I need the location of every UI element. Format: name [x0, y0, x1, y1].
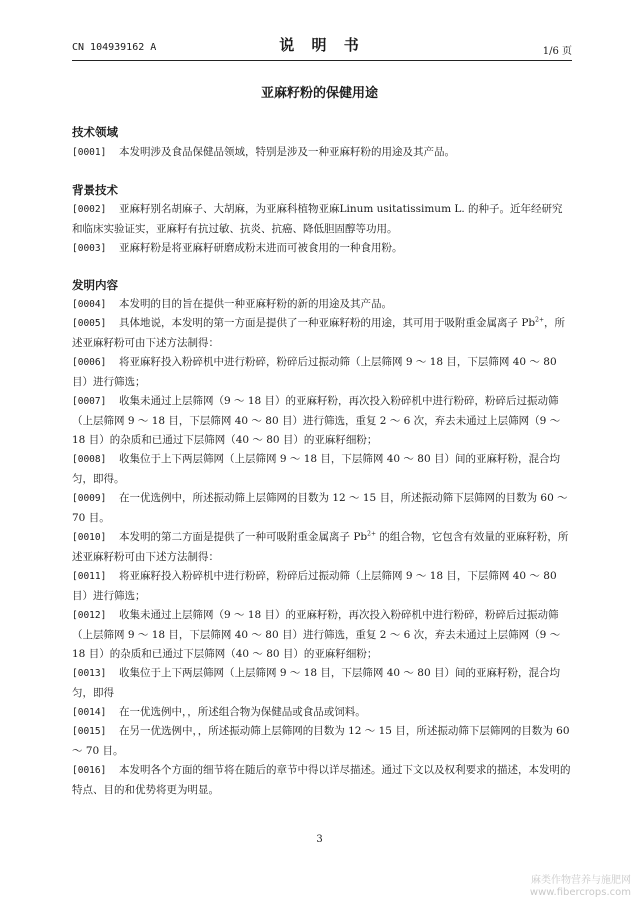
paragraph-number: [0007]	[72, 396, 107, 407]
watermark	[530, 875, 631, 899]
paragraph-0011	[72, 567, 572, 606]
paragraph-number: [0016]	[72, 765, 107, 776]
paragraph-0016	[72, 761, 572, 800]
page-header	[72, 30, 572, 61]
paragraph-text: 在一优选例中，，所述组合物为保健品或食品或饲料。	[119, 706, 366, 718]
paragraph-text: 收集未通过上层筛网（9 ～ 18 目）的亚麻籽粉，再次投入粉碎机中进行粉碎，粉碎后过振动筛（上层筛网 9 ～ 18 目，下层筛网 40 ～ 80 目）进行筛选，重复 2 ～ 6 次，弃去未通过上层筛网（9 ～ 18 目）的杂质和已通过下层筛网（40 ～ 80 目）的亚麻籽细粉；	[72, 395, 561, 446]
paragraph-number: [0004]	[72, 299, 107, 310]
paragraph-0015	[72, 722, 572, 761]
paragraph-text: 收集未通过上层筛网（9 ～ 18 目）的亚麻籽粉，再次投入粉碎机中进行粉碎，粉碎后过振动筛（上层筛网 9 ～ 18 目，下层筛网 40 ～ 80 目）进行筛选，重复 2 ～ 6 次，弃去未通过上层筛网（9 ～ 18 目）的杂质和已通过下层筛网（40 ～ 80 目）的亚麻籽细粉；	[72, 609, 561, 660]
paragraph-number: [0009]	[72, 493, 107, 504]
paragraph-text: 将亚麻籽投入粉碎机中进行粉碎，粉碎后过振动筛（上层筛网 9 ～ 18 目，下层筛网 40 ～ 80 目）进行筛选；	[72, 356, 557, 388]
paragraph-text: 亚麻籽粉是将亚麻籽研磨成粉末进而可被食用的一种食用粉。	[119, 242, 403, 254]
paragraph-number: [0005]	[72, 318, 107, 329]
paragraph-0005	[72, 314, 572, 353]
paragraph-number: [0014]	[72, 707, 107, 718]
paragraph-0003	[72, 239, 572, 259]
paragraph-number: [0003]	[72, 243, 107, 254]
paragraph-0006	[72, 353, 572, 392]
paragraph-text: 本发明涉及食品保健品领域，特别是涉及一种亚麻籽粉的用途及其产品。	[119, 146, 455, 158]
section-heading-background: 背景技术	[72, 183, 118, 197]
paragraph-text: 具体地说，本发明的第一方面是提供了一种亚麻籽粉的用途，其可用于吸附重金属离子 Pb	[119, 317, 536, 329]
paragraph-0001	[72, 143, 572, 163]
paragraph-0013	[72, 664, 572, 703]
section-heading-summary: 发明内容	[72, 278, 118, 292]
paragraph-text: 的组合物，它包含有效量的亚麻籽粉，所述亚麻籽粉可由下述方法制得：	[72, 531, 569, 563]
paragraph-0008	[72, 450, 572, 489]
paragraph-number: [0013]	[72, 668, 107, 679]
paragraph-0009	[72, 489, 572, 528]
paragraph-text: 本发明各个方面的细节将在随后的章节中得以详尽描述。通过下文以及权利要求的描述，本发明的特点、目的和优势将更为明显。	[72, 764, 571, 796]
page-info: 1/6 页	[542, 46, 572, 57]
page-number: 3	[316, 834, 323, 845]
paragraph-text: 亚麻籽别名胡麻子、大胡麻，为亚麻科植物亚麻Linum usitatissimum L. 的种子。近年经研究和临床实验证实，亚麻籽有抗过敏、抗炎、抗癌、降低胆固醇等功用。	[72, 203, 563, 235]
paragraph-text: 将亚麻籽投入粉碎机中进行粉碎，粉碎后过振动筛（上层筛网 9 ～ 18 目，下层筛网 40 ～ 80 目）进行筛选；	[72, 570, 557, 602]
paragraph-text: 本发明的目的旨在提供一种亚麻籽粉的新的用途及其产品。	[119, 298, 392, 310]
paragraph-number: [0001]	[72, 147, 107, 158]
paragraph-number: [0011]	[72, 571, 107, 582]
paragraph-text: 收集位于上下两层筛网（上层筛网 9 ～ 18 目，下层筛网 40 ～ 80 目）间的亚麻籽粉，混合均匀，即得	[72, 667, 560, 699]
doc-type: 说 明 书	[279, 36, 365, 54]
paragraph-number: [0012]	[72, 610, 107, 621]
paragraph-number: [0008]	[72, 454, 107, 465]
paragraph-text: 在另一优选例中，，所述振动筛上层筛网的目数为 12 ～ 15 目，所述振动筛下层筛网的目数为 60 ～ 70 目。	[72, 725, 570, 757]
paragraph-number: [0006]	[72, 357, 107, 368]
paragraph-number: [0010]	[72, 532, 107, 543]
section-heading-technical-field: 技术领域	[72, 125, 118, 139]
paragraph-0014	[72, 703, 572, 723]
paragraph-0004	[72, 295, 572, 315]
paragraph-0010	[72, 528, 572, 567]
paragraph-text: 在一优选例中，所述振动筛上层筛网的目数为 12 ～ 15 目，所述振动筛下层筛网的目数为 60 ～ 70 目。	[72, 492, 568, 524]
paragraph-text: ，所述亚麻籽粉可由下述方法制得：	[72, 317, 565, 349]
paragraph-text: 本发明的第二方面是提供了一种可吸附重金属离子 Pb	[119, 531, 368, 543]
paragraph-number: [0015]	[72, 726, 107, 737]
superscript: 2+	[367, 530, 376, 538]
watermark-line1: 麻类作物营养与施肥网	[531, 875, 631, 886]
paragraph-0007	[72, 392, 572, 451]
paragraph-0012	[72, 606, 572, 665]
watermark-line2: www.fibercrops.com	[529, 887, 631, 898]
document-title: 亚麻籽粉的保健用途	[260, 86, 378, 101]
paragraph-text: 收集位于上下两层筛网（上层筛网 9 ～ 18 目，下层筛网 40 ～ 80 目）间的亚麻籽粉，混合均匀，即得。	[72, 453, 560, 485]
paragraph-0002	[72, 200, 572, 239]
paragraph-number: [0002]	[72, 204, 107, 215]
superscript: 2+	[535, 316, 544, 324]
doc-number: CN 104939162 A	[72, 42, 157, 53]
